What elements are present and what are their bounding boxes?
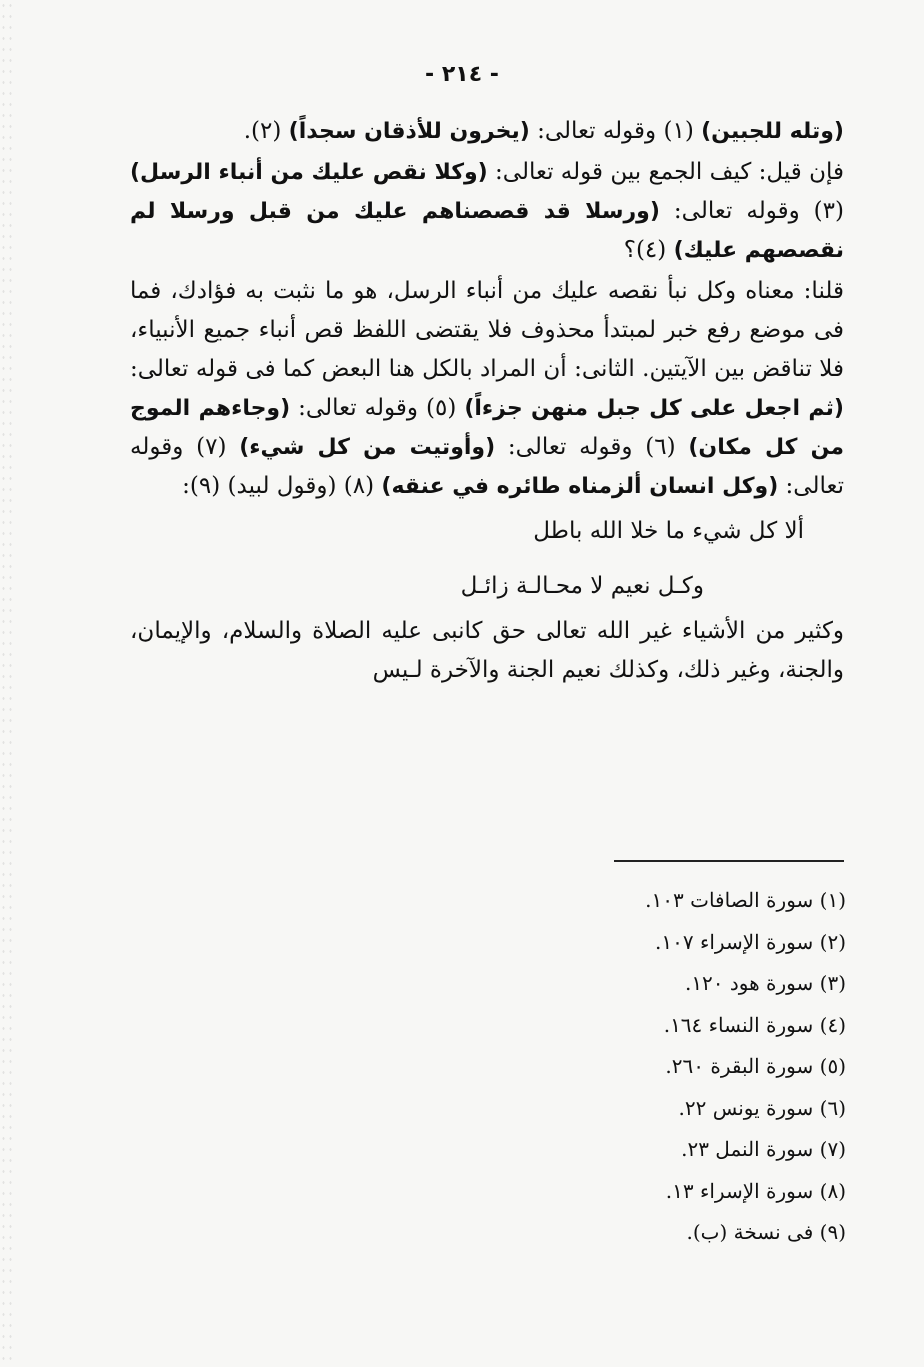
quran-quote: (وكلا نقص عليك من أنباء الرسل) (130, 160, 488, 185)
poetry-line-1: ألا كل شيء ما خلا الله باطل (533, 518, 804, 544)
text-run: فإن قيل: كيف الجمع بين قوله تعالى: (487, 159, 844, 185)
quran-quote: (وكل انسان ألزمناه طائره في عنقه) (381, 474, 779, 499)
text-run: (٢). (243, 118, 289, 144)
text-run: (٦) وقوله تعالى: (495, 434, 689, 460)
footnote-item: (٥) سورة البقرة ٢٦٠. (665, 1054, 846, 1078)
paragraph-2 (130, 153, 844, 270)
text-run: قلنا: معناه وكل نبأ نقصه عليك من أنباء الرسل، هو ما نثبت به فؤادك، فما فى موضع رفع خبر لمبتدأ محذوف فلا يقتضى اللفظ قص أنباء جميع الأنبياء، فلا تناقض بين الآيتين. الثانى: أن المراد بالكل هنا البعض كما فى قوله تعالى: (130, 278, 844, 382)
footnotes-list (546, 880, 846, 1254)
text-run: (٧) وقوله تعالى: (130, 434, 844, 499)
text-run: (١) وقوله تعالى: (529, 118, 702, 144)
poetry-line-2: وكـل نعيم لا محـالـة زائـل (460, 573, 704, 599)
footnote-item: (١) سورة الصافات ١٠٣. (645, 888, 846, 912)
quran-quote: (وأوتيت من كل شيء) (239, 435, 496, 460)
quran-quote: (وجاءهم الموج من كل مكان) (130, 396, 844, 460)
quran-quote: (يخرون للأذقان سجداً) (288, 119, 530, 144)
text-run: (٥) وقوله تعالى: (290, 395, 465, 421)
footnote-item: (٧) سورة النمل ٢٣. (681, 1137, 846, 1161)
paragraph-1 (130, 112, 844, 151)
footnote-item: (٢) سورة الإسراء ١٠٧. (655, 929, 846, 954)
text-run: (٤)؟ (623, 237, 674, 263)
paragraph-4: وكثير من الأشياء غير الله تعالى حق كانبى عليه الصلاة والسلام، والإيمان، والجنة، وغير ذلك، وكذلك نعيم الجنة والآخرة لـيس (130, 618, 844, 683)
quran-quote: (ثم اجعل على كل جبل منهن جزءاً) (464, 396, 844, 421)
footnote-divider (614, 860, 844, 862)
text-run: (٣) وقوله تعالى: (659, 198, 844, 224)
footnote-item: (٦) سورة يونس ٢٢. (678, 1095, 846, 1120)
page-number: - ٢١٤ - (425, 62, 499, 87)
quran-quote: (وتله للجبين) (701, 119, 844, 144)
footnote-item: (٩) فى نسخة (ب). (686, 1220, 846, 1244)
footnote-item: (٨) سورة الإسراء ١٣. (665, 1178, 846, 1203)
quran-quote: (ورسلا قد قصصناهم عليك من قبل ورسلا لم نقصصهم عليك) (130, 199, 844, 263)
scan-edge-noise (0, 0, 16, 1367)
paragraph-3 (130, 272, 844, 506)
footnote-item: (٤) سورة النساء ١٦٤. (663, 1012, 846, 1037)
text-run: (٨) (وقول لبيد) (٩): (182, 473, 382, 499)
footnote-item: (٣) سورة هود ١٢٠. (684, 971, 846, 995)
main-text (130, 112, 844, 690)
